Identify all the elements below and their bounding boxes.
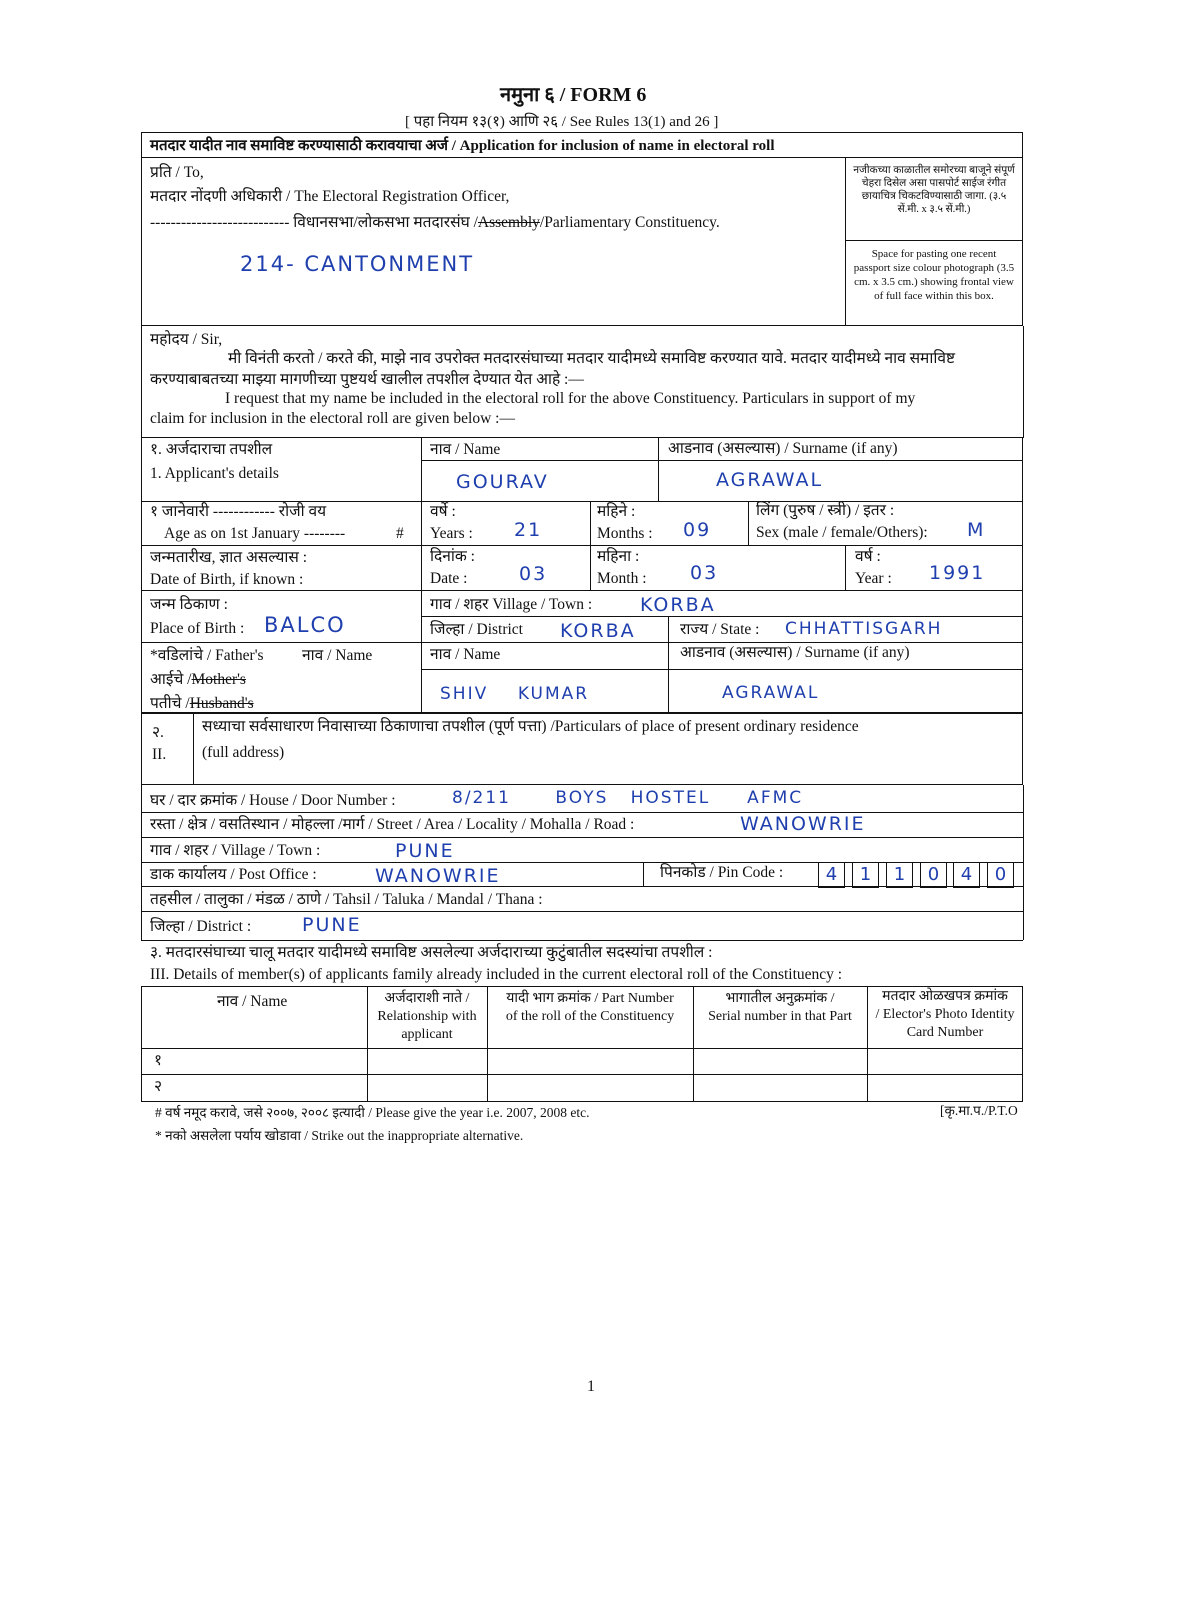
years-label-marathi: वर्षे : [430, 503, 456, 520]
residence-district-label: जिल्हा / District : [150, 918, 252, 935]
relative-surname-value[interactable]: AGRAWAL [722, 683, 820, 703]
birth-district-value[interactable]: KORBA [560, 620, 636, 642]
birth-state-value[interactable]: CHHATTISGARH [785, 619, 943, 639]
father-label: *वडिलांचे / Father's [150, 647, 264, 664]
application-title: मतदार यादीत नाव समाविष्ट करण्यासाठी करावयाचा अर्ज / Application for inclusion of name in electoral roll [150, 138, 775, 154]
family-col-part: यादी भाग क्रमांक / Part Number of the roll of the Constituency [505, 991, 675, 1024]
request-english-2: claim for inclusion in the electoral roll are given below :— [150, 410, 515, 427]
rules-reference: [ पहा नियम १३(१) आणि २६ / See Rules 13(1) and 26 ] [405, 114, 719, 130]
footnote-strike: * नको असलेला पर्याय खोडावा / Strike out the inappropriate alternative. [155, 1128, 524, 1143]
constituency-value[interactable]: 214- CANTONMENT [240, 252, 475, 276]
birth-state-label: राज्य / State : [680, 621, 760, 638]
age-label: Age as on 1st January -------- [164, 525, 346, 542]
residence-village-value[interactable]: PUNE [395, 840, 455, 862]
applicant-section-label-marathi: १. अर्जदाराचा तपशील [150, 441, 273, 458]
year-label-marathi: वर्ष : [855, 548, 881, 565]
name-label: नाव / Name [430, 441, 501, 458]
pin-digit-2[interactable]: 1 [852, 862, 879, 888]
dob-label-marathi: जन्मतारीख, ज्ञात असल्यास : [150, 549, 308, 566]
years-value[interactable]: 21 [514, 519, 543, 541]
age-label-marathi: १ जानेवारी ------------ रोजी वय [150, 503, 327, 520]
applicant-name-value[interactable]: GOURAV [456, 471, 549, 493]
family-title-marathi: ३. मतदारसंघाच्या चालू मतदार यादीमध्ये समाविष्ट असलेल्या अर्जदाराच्या कुटुंबातील सदस्यांचा तपशील : [150, 944, 713, 961]
pin-digit-1[interactable]: 4 [818, 862, 845, 888]
pto-label: [कृ.मा.प./P.T.O [940, 1103, 1018, 1118]
form-title: नमुना ६ / FORM 6 [500, 84, 647, 106]
birth-village-value[interactable]: KORBA [640, 594, 716, 616]
request-marathi-1: मी विनंती करतो / करते की, माझे नाव उपरोक्त मतदारसंघाच्या मतदार यादीमध्ये समाविष्ट करण्यात यावे. मतदार यादीमध्ये नाव समाविष्ट [228, 350, 956, 367]
pob-label-marathi: जन्म ठिकाण : [150, 596, 228, 613]
residence-num: II. [152, 746, 167, 763]
month-label: Month : [597, 570, 647, 587]
family-row-2: २ [154, 1078, 163, 1095]
family-col-serial: भागातील अनुक्रमांक / Serial number in that Part [708, 991, 852, 1024]
applicant-surname-value[interactable]: AGRAWAL [716, 469, 824, 491]
husband-label: पतीचे /Husband's [150, 695, 254, 712]
street-value[interactable]: WANOWRIE [740, 813, 866, 835]
relative-name-label: नाव / Name [430, 646, 501, 663]
sex-label-marathi: लिंग (पुरुष / स्त्री) / इतर : [756, 502, 895, 519]
residence-title-english: (full address) [202, 744, 285, 761]
relative-name-label-left: नाव / Name [302, 647, 373, 664]
date-label-marathi: दिनांक : [430, 548, 475, 565]
residence-village-label: गाव / शहर / Village / Town : [150, 842, 321, 859]
residence-title: सध्याचा सर्वसाधारण निवासाच्या ठिकाणाचा तपशील (पूर्ण पत्ता) /Particulars of place of present ordinary residence [202, 718, 859, 735]
pin-digit-5[interactable]: 4 [953, 862, 980, 888]
months-label-marathi: महिने : [597, 503, 636, 520]
house-value[interactable]: 8/211 BOYS HOSTEL AFMC [452, 788, 804, 808]
pob-value[interactable]: BALCO [264, 613, 346, 637]
family-col-epic: मतदार ओळखपत्र क्रमांक / Elector's Photo Identity Card Number [875, 989, 1015, 1040]
family-col-name: नाव / Name [217, 993, 288, 1010]
photo-note-english: Space for pasting one recent passport size colour photograph (3.5 cm. x 3.5 cm.) showing frontal view of full face within this box. [853, 248, 1015, 302]
to-label: प्रति / To, [150, 164, 204, 181]
dob-label: Date of Birth, if known : [150, 571, 304, 588]
months-label: Months : [597, 525, 653, 542]
year-label: Year : [855, 570, 892, 587]
pin-digit-3[interactable]: 1 [886, 862, 913, 888]
months-value[interactable]: 09 [683, 519, 712, 541]
post-office-value[interactable]: WANOWRIE [375, 865, 501, 887]
post-office-label: डाक कार्यालय / Post Office : [150, 866, 317, 883]
pin-code-label: पिनकोड / Pin Code : [660, 864, 784, 881]
page-number: 1 [587, 1378, 595, 1395]
month-label-marathi: महिना : [597, 548, 640, 565]
pob-label: Place of Birth : [150, 620, 245, 637]
street-label: रस्ता / क्षेत्र / वसतिस्थान / मोहल्ला /मार्ग / Street / Area / Locality / Mohalla / Road : [150, 816, 635, 833]
officer-label: मतदार नोंदणी अधिकारी / The Electoral Registration Officer, [150, 188, 510, 205]
footnote-year: # वर्ष नमूद करावे, जसे २००७, २००८ इत्यादी / Please give the year i.e. 2007, 2008 etc. [155, 1105, 590, 1120]
date-value[interactable]: 03 [519, 563, 548, 585]
family-title: III. Details of member(s) of applicants family already included in the current electoral roll of the Constituency : [150, 966, 843, 983]
month-value[interactable]: 03 [690, 562, 719, 584]
pin-digit-6[interactable]: 0 [987, 862, 1014, 888]
tahsil-label: तहसील / तालुका / मंडळ / ठाणे / Tahsil / Taluka / Mandal / Thana : [150, 891, 543, 908]
family-col-relation: अर्जदाराशी नाते / Relationship with applicant [377, 991, 477, 1042]
year-value[interactable]: 1991 [929, 562, 986, 584]
residence-district-value[interactable]: PUNE [302, 914, 362, 936]
request-marathi-2: करण्याबाबतच्या माझ्या मागणीच्या पुष्टयर्थ खालील तपशील देण्यात येत आहे :— [150, 371, 584, 388]
sex-label: Sex (male / female/Others): [756, 524, 928, 541]
birth-district-label: जिल्हा / District [430, 621, 523, 638]
sex-value[interactable]: M [967, 519, 986, 541]
residence-num-marathi: २. [152, 724, 164, 741]
relative-name-value[interactable]: SHIV KUMAR [440, 684, 590, 704]
applicant-section-label: 1. Applicant's details [150, 465, 279, 482]
surname-label: आडनाव (असल्यास) / Surname (if any) [668, 440, 898, 457]
photo-note-marathi: नजीकच्या काळातील समोरच्या बाजूने संपूर्ण चेहरा दिसेल असा पासपोर्ट साईज रंगीत छायाचित्र चिकटविण्यासाठी जागा. (३.५ सें.मी. x ३.५ सें.मी.) [853, 165, 1015, 215]
birth-village-label: गाव / शहर Village / Town : [430, 596, 593, 613]
pin-digit-4[interactable]: 0 [920, 862, 947, 888]
mother-label: आईचे /Mother's [150, 671, 246, 688]
request-english-1: I request that my name be included in the electoral roll for the above Constituency. Particulars in support of my [225, 390, 916, 407]
relative-surname-label: आडनाव (असल्यास) / Surname (if any) [680, 644, 910, 661]
salutation: महोदय / Sir, [150, 331, 223, 348]
date-label: Date : [430, 570, 468, 587]
hash-mark: # [396, 525, 404, 542]
constituency-label: --------------------------- विधानसभा/लोकसभा मतदारसंघ /Assembly/Parliamentary Constituency. [150, 214, 720, 231]
family-row-1: १ [154, 1052, 163, 1069]
house-label: घर / दार क्रमांक / House / Door Number : [150, 792, 396, 809]
years-label: Years : [430, 525, 473, 542]
